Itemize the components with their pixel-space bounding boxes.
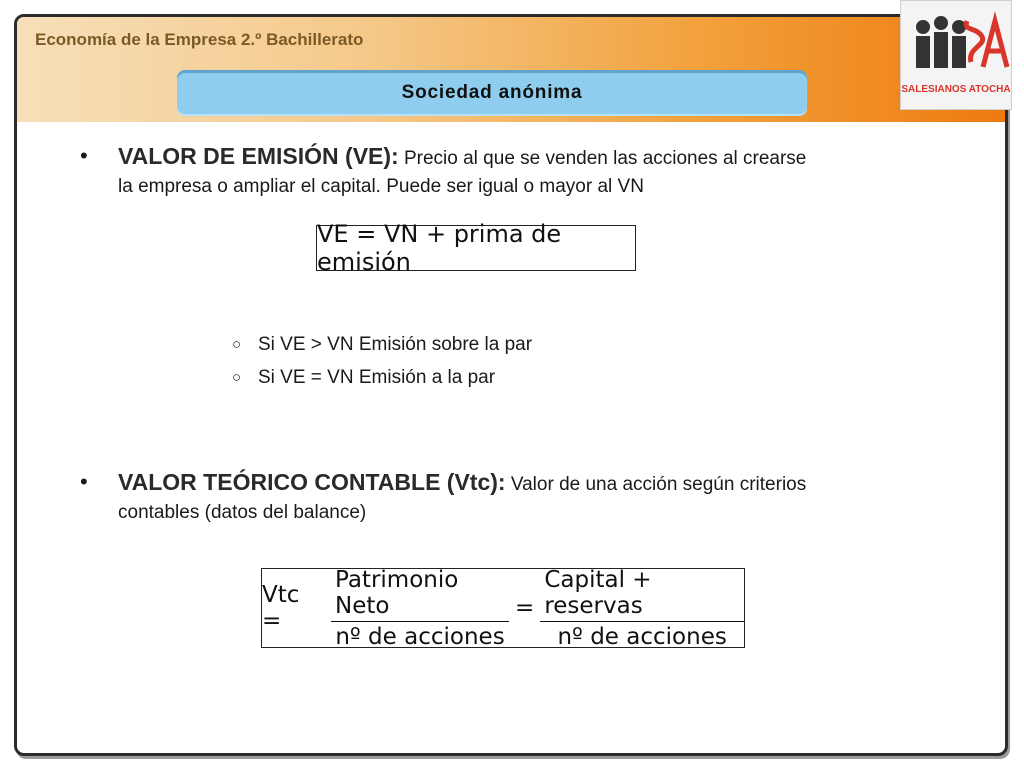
sub-item-text: Si VE > VN Emisión sobre la par xyxy=(258,333,533,355)
salesianos-logo-icon xyxy=(901,7,1011,87)
vtc-fraction-2 xyxy=(540,567,744,650)
frac1-numerator: Patrimonio Neto xyxy=(331,567,509,622)
ve-desc-line2: la empresa o ampliar el capital. Puede ser igual o mayor al VN xyxy=(118,176,644,197)
ve-heading: VALOR DE EMISIÓN (VE): xyxy=(118,143,399,169)
bullet-dot-icon: • xyxy=(80,143,88,168)
bullet-dot-icon: • xyxy=(80,469,88,494)
bullet-valor-emision xyxy=(70,142,950,201)
list-item xyxy=(232,361,532,394)
circle-bullet-icon: ○ xyxy=(232,336,242,353)
frac2-denominator: nº de acciones xyxy=(557,623,727,650)
ve-formula: VE = VN + prima de emisión xyxy=(317,220,562,276)
section-title: Sociedad anónima xyxy=(401,82,583,103)
salesianos-logo xyxy=(900,0,1012,110)
logo-caption: SALESIANOS ATOCHA xyxy=(901,84,1011,95)
vtc-heading: VALOR TEÓRICO CONTABLE (Vtc): xyxy=(118,469,506,495)
header-band xyxy=(17,17,1005,122)
vtc-equals: = xyxy=(515,595,535,621)
ve-desc-line1: Precio al que se venden las acciones al crearse xyxy=(398,148,807,169)
vtc-formula-box xyxy=(261,568,745,648)
section-pill xyxy=(177,70,807,116)
frac2-numerator: Capital + reservas xyxy=(540,567,744,622)
ve-formula-box xyxy=(316,220,636,276)
bullet-valor-teorico xyxy=(70,468,950,527)
frac1-denominator: nº de acciones xyxy=(335,623,505,650)
circle-bullet-icon: ○ xyxy=(232,369,242,386)
list-item xyxy=(232,328,532,361)
vtc-formula-lhs: Vtc = xyxy=(262,582,300,634)
ve-sub-list xyxy=(232,328,532,394)
sub-item-text: Si VE = VN Emisión a la par xyxy=(258,366,496,388)
vtc-fraction-1 xyxy=(331,567,509,650)
vtc-desc-line2: contables (datos del balance) xyxy=(118,502,367,523)
course-title: Economía de la Empresa 2.º Bachillerato xyxy=(35,30,364,49)
vtc-desc-line1: Valor de una acción según criterios xyxy=(505,474,807,495)
